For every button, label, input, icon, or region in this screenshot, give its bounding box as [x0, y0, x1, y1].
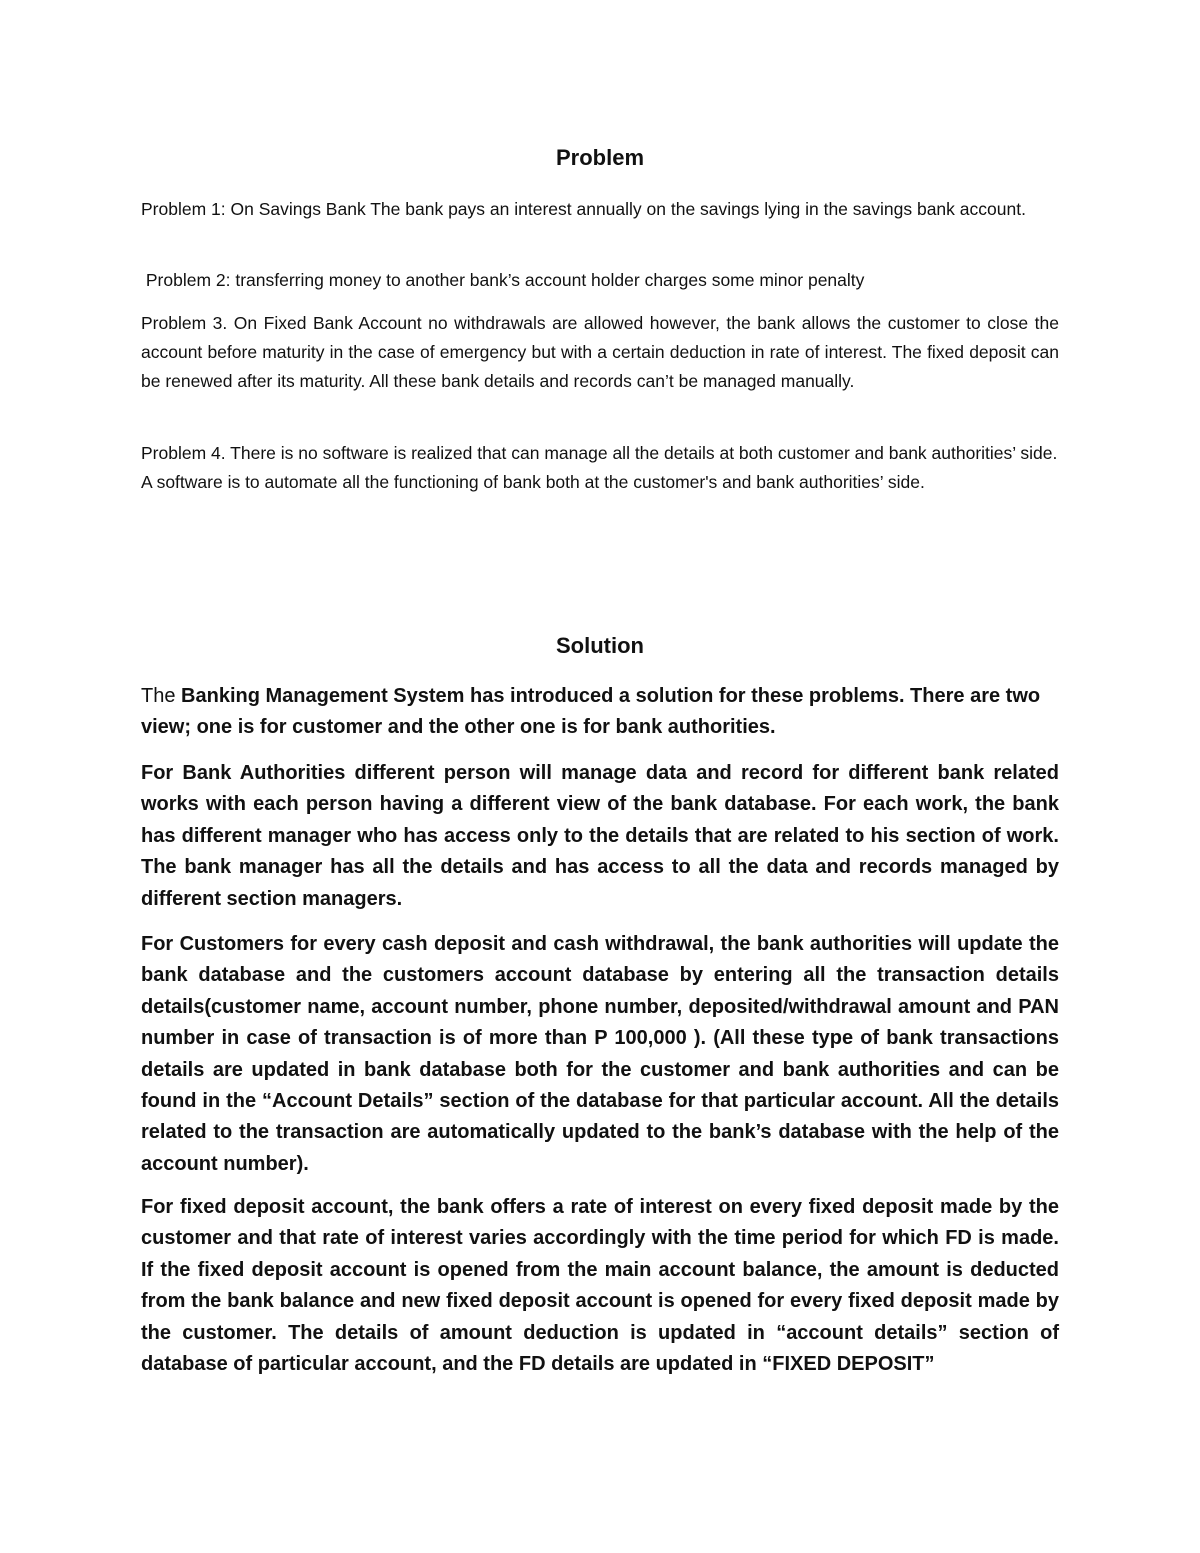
solution-intro-lead: The [141, 685, 182, 707]
problem-1-paragraph: Problem 1: On Savings Bank The bank pays an interest annually on the savings lying in the savings bank account. [141, 199, 1026, 219]
problem-3-paragraph: Problem 3. On Fixed Bank Account no withdrawals are allowed however, the bank allows the customer to close the account before maturity in the case of emergency but with a certain deduction in rate of interest. The fixed deposit can be renewed after its maturity. All these bank details and records can’t be managed manually. [141, 313, 1059, 391]
solution-intro-rest: Banking Management System has introduced a solution for these problems. There are two view; one is for customer and the other one is for bank authorities. [141, 685, 1041, 739]
solution-intro-paragraph [141, 681, 1059, 744]
fixed-deposit-paragraph: For fixed deposit account, the bank offers a rate of interest on every fixed deposit made by the customer and that rate of interest varies accordingly with the time period for which FD is made. If the fixed deposit account is opened from the main account balance, the amount is deducted from the bank balance and new fixed deposit account is opened for every fixed deposit made by the customer. The details of amount deduction is updated in “account details” section of database of particular account, and the FD details are updated in “FIXED DEPOSIT” [141, 1196, 1059, 1376]
solution-heading: Solution [556, 633, 644, 658]
problem-4-paragraph: Problem 4. There is no software is realized that can manage all the details at both customer and bank authorities’ side. A software is to automate all the functioning of bank both at the customer's and bank authorities’ side. [141, 443, 1058, 492]
problem-2-paragraph: Problem 2: transferring money to another bank’s account holder charges some minor penalty [141, 270, 865, 290]
bank-authorities-paragraph: For Bank Authorities different person will manage data and record for different bank related works with each person having a different view of the bank database. For each work, the bank has different manager who has access only to the details that are related to his section of work. The bank manager has all the details and has access to all the data and records managed by different section managers. [141, 762, 1059, 910]
customers-paragraph: For Customers for every cash deposit and cash withdrawal, the bank authorities will update the bank database and the customers account database by entering all the transaction details details(customer name, account number, phone number, deposited/withdrawal amount and PAN number in case of transaction is of more than P 100,000 ). (All these type of bank transactions details are updated in bank database both for the customer and bank authorities and can be found in the “Account Details” section of the database for that particular account. All the details related to the transaction are automatically updated to the bank’s database with the help of the account number). [141, 933, 1059, 1175]
problem-heading: Problem [555, 145, 645, 170]
